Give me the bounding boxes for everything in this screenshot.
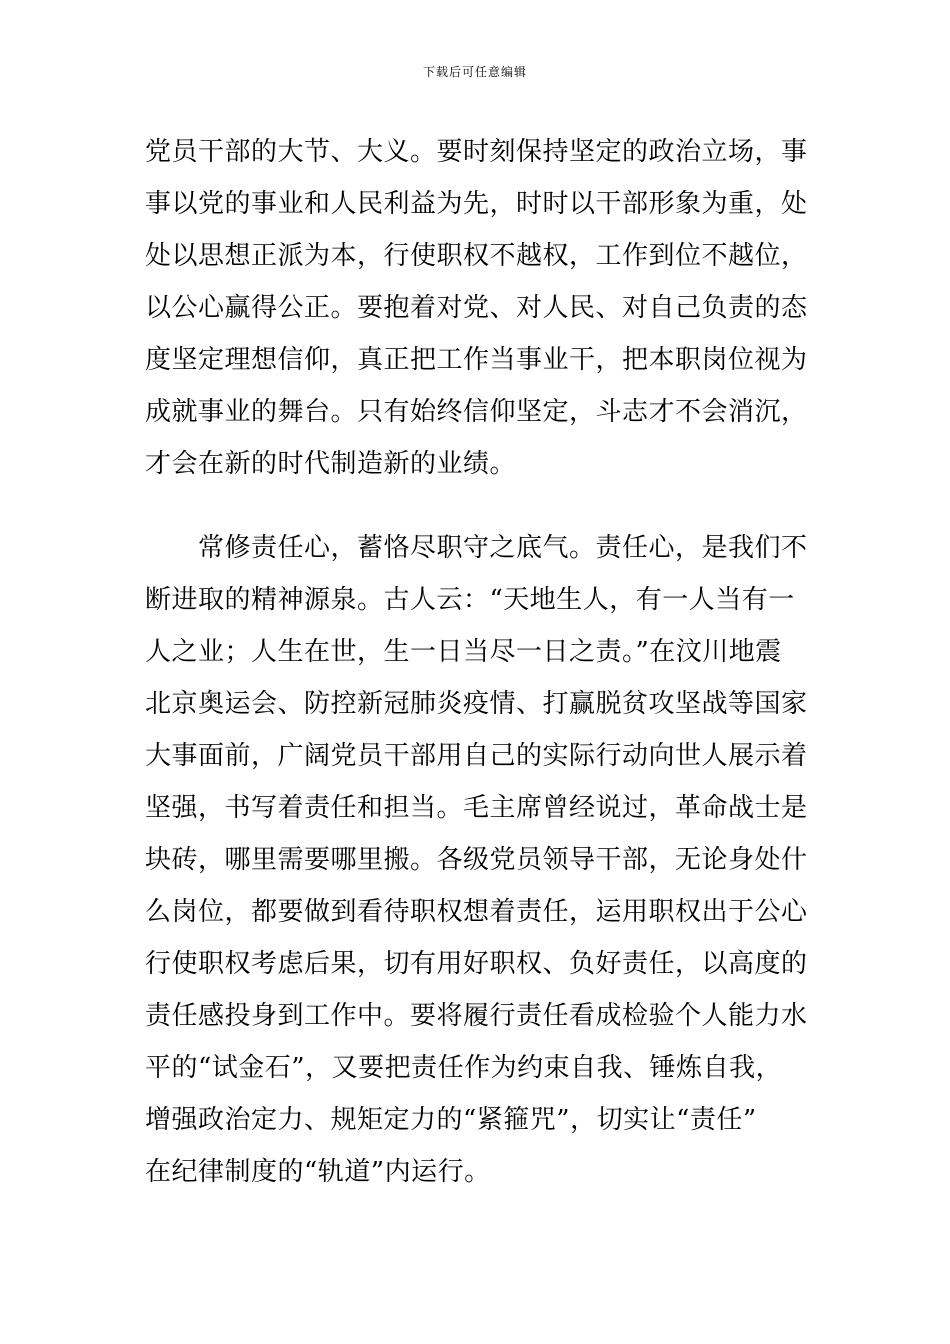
text-line: 行使职权考虑后果，切有用好职权、负好责任，以高度的 bbox=[145, 949, 808, 979]
text-line: 成就事业的舞台。只有始终信仰坚定，斗志才不会消沉， bbox=[145, 397, 808, 427]
text-line: 才会在新的时代制造新的业绩。 bbox=[145, 449, 517, 479]
text-line: 坚强，书写着责任和担当。毛主席曾经说过，革命战士是 bbox=[145, 793, 808, 823]
text-line: 度坚定理想信仰，真正把工作当事业干，把本职岗位视为 bbox=[145, 345, 808, 375]
paragraph-1 bbox=[145, 126, 810, 490]
text-line: 增强政治定力、规矩定力的“紧箍咒”，切实让“责任” bbox=[145, 1105, 757, 1135]
text-line: 断进取的精神源泉。古人云：“天地生人，有一人当有一 bbox=[145, 585, 795, 615]
text-line: 责任感投身到工作中。要将履行责任看成检验个人能力水 bbox=[145, 1001, 808, 1031]
text-line: 事以党的事业和人民利益为先，时时以干部形象为重，处 bbox=[145, 189, 808, 219]
text-line: 平的“试金石”，又要把责任作为约束自我、锤炼自我， bbox=[145, 1053, 783, 1083]
text-line: 常修责任心，蓄恪尽职守之底气。责任心，是我们不 bbox=[145, 533, 808, 563]
text-line: 处以思想正派为本，行使职权不越权，工作到位不越位， bbox=[145, 241, 808, 271]
text-line: 党员干部的大节、大义。要时刻保持坚定的政治立场，事 bbox=[145, 137, 808, 167]
page-header: 下载后可任意编辑 bbox=[422, 65, 527, 79]
paragraph-2 bbox=[145, 522, 810, 1198]
text-line: 块砖，哪里需要哪里搬。各级党员领导干部，无论身处什 bbox=[145, 845, 808, 875]
text-line: 人之业；人生在世，生一日当尽一日之责。”在汶川地震 bbox=[145, 637, 782, 667]
text-line: 么岗位，都要做到看待职权想着责任，运用职权出于公心 bbox=[145, 897, 808, 927]
text-line: 在纪律制度的“轨道”内运行。 bbox=[145, 1157, 491, 1187]
text-line: 北京奥运会、防控新冠肺炎疫情、打赢脱贫攻坚战等国家 bbox=[145, 689, 808, 719]
text-line: 大事面前，广阔党员干部用自己的实际行动向世人展示着 bbox=[145, 741, 808, 771]
text-line: 以公心赢得公正。要抱着对党、对人民、对自己负责的态 bbox=[145, 293, 808, 323]
